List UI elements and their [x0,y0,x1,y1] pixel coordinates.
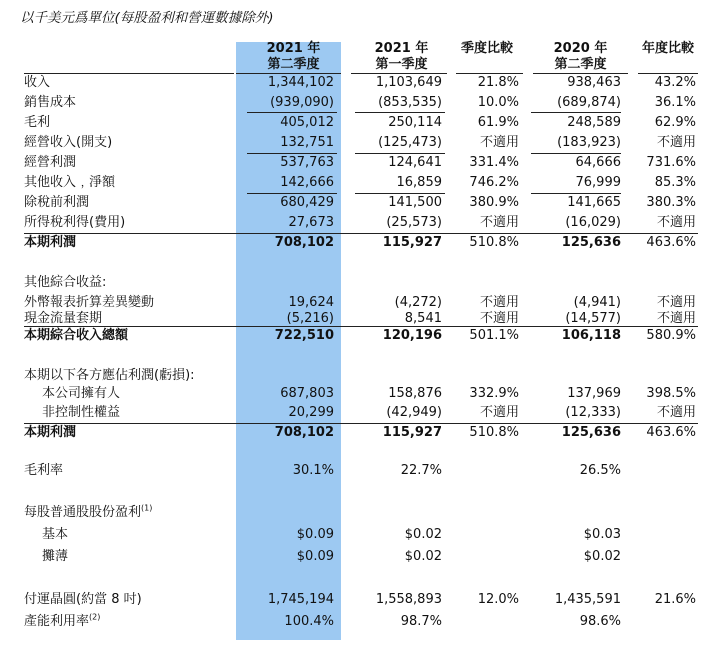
row-label: 非控制性權益 [42,405,121,420]
table-cell: 115,927 [382,425,442,440]
table-cell: 62.9% [654,115,696,130]
rule [24,73,234,74]
table-cell: 510.8% [469,235,519,250]
table-cell: 19,624 [288,295,334,310]
table-cell: 463.6% [646,425,696,440]
table-cell: 142,666 [280,175,334,190]
table-cell: 21.8% [477,75,519,90]
table-cell: 501.1% [469,328,519,343]
table-cell: (16,029) [565,215,621,230]
table-cell: 463.6% [646,235,696,250]
rule [351,73,447,74]
table-cell: 不適用 [656,405,696,420]
row-label: 外幣報表折算差異變動 [24,295,155,310]
table-cell: 537,763 [280,155,334,170]
row-label: 所得稅利得(費用) [24,215,126,230]
table-cell: 不適用 [479,405,519,420]
table-cell: 22.7% [400,463,442,478]
table-cell: 141,500 [388,195,442,210]
table-cell: $0.09 [296,527,334,542]
table-cell: 380.3% [646,195,696,210]
table-cell: 405,012 [280,115,334,130]
rule [638,73,698,74]
row-label: 經營利潤 [24,155,77,170]
table-cell: 不適用 [479,135,519,150]
table-cell: 100.4% [284,614,334,629]
header-2020-q2: 2020 年 第二季度 [553,41,608,72]
table-cell: 125,636 [561,425,621,440]
table-cell: 36.1% [654,95,696,110]
rule [236,73,341,74]
table-cell: $0.02 [583,549,621,564]
table-cell: 1,103,649 [375,75,442,90]
table-cell: 125,636 [561,235,621,250]
table-cell: 61.9% [477,115,519,130]
table-cell: (939,090) [270,95,334,110]
table-cell: 708,102 [274,235,334,250]
table-cell: 12.0% [477,592,519,607]
rule [355,153,445,154]
table-cell: (25,573) [386,215,442,230]
table-cell: 不適用 [479,311,519,326]
table-cell: 722,510 [274,328,334,343]
table-cell: (689,874) [557,95,621,110]
table-cell: 141,665 [567,195,621,210]
table-cell: (183,923) [557,135,621,150]
table-cell: 20,299 [288,405,334,420]
rule [531,112,621,113]
table-cell: (42,949) [386,405,442,420]
row-label: 收入 [24,75,51,90]
rule [355,193,445,194]
table-cell: (4,272) [394,295,442,310]
table-cell: 21.6% [654,592,696,607]
table-cell: 137,969 [567,386,621,401]
table-cell: 76,999 [575,175,621,190]
table-cell: 115,927 [382,235,442,250]
table-cell: $0.02 [404,549,442,564]
rule [456,73,523,74]
row-label: 本期利潤 [24,235,77,250]
table-cell: 132,751 [280,135,334,150]
table-cell: 250,114 [388,115,442,130]
table-cell: 43.2% [654,75,696,90]
table-cell: 687,803 [280,386,334,401]
table-cell: $0.09 [296,549,334,564]
table-cell: (4,941) [573,295,621,310]
table-cell: 731.6% [646,155,696,170]
row-label: 除稅前利潤 [24,195,90,210]
row-label: 付運晶圓(約當 8 吋) [24,592,142,607]
row-label: 本公司擁有人 [42,386,121,401]
footnote-marker: (2) [89,612,101,622]
row-label: 毛利率 [24,463,64,478]
table-cell: 8,541 [404,311,442,326]
table-cell: $0.03 [583,527,621,542]
row-label: 產能利用率$^{(2)}$ [24,612,101,629]
table-cell: 26.5% [579,463,621,478]
rule [247,112,337,113]
table-cell: 85.3% [654,175,696,190]
table-cell: 98.6% [579,614,621,629]
table-cell: (125,473) [378,135,442,150]
row-label: 本期利潤 [24,425,77,440]
table-cell: 1,558,893 [375,592,442,607]
row-label: 每股普通股股份盈利$^{(1)}$ [24,503,153,520]
table-cell: 158,876 [388,386,442,401]
table-cell: 64,666 [575,155,621,170]
table-cell: 10.0% [477,95,519,110]
table-cell: 398.5% [646,386,696,401]
row-label: 其他收入﹐淨額 [24,175,116,190]
table-cell: (853,535) [378,95,442,110]
rule [531,193,621,194]
header-2021-q1: 2021 年 第一季度 [374,41,429,72]
table-cell: $0.02 [404,527,442,542]
footnote-marker: (1) [141,503,153,513]
table-cell: 120,196 [382,328,442,343]
table-cell: 30.1% [292,463,334,478]
table-cell: 580.9% [646,328,696,343]
table-cell: (12,333) [565,405,621,420]
row-label: 其他綜合收益: [24,275,107,290]
table-cell: 746.2% [469,175,519,190]
table-cell: 248,589 [567,115,621,130]
table-cell: 98.7% [400,614,442,629]
rule [24,423,698,424]
table-cell: 1,435,591 [554,592,621,607]
table-cell: 510.8% [469,425,519,440]
table-cell: 不適用 [656,311,696,326]
rule [247,193,337,194]
table-cell: 124,641 [388,155,442,170]
table-cell: (5,216) [286,311,334,326]
rule [247,153,337,154]
table-caption: 以千美元爲單位(每股盈利和營運數據除外) [20,10,274,26]
row-label: 攤薄 [42,549,69,564]
table-cell: (14,577) [565,311,621,326]
table-cell: 不適用 [479,295,519,310]
table-cell: 不適用 [479,215,519,230]
table-cell: 不適用 [656,135,696,150]
table-cell: 106,118 [561,328,621,343]
rule [355,112,445,113]
table-cell: 16,859 [396,175,442,190]
table-cell: 708,102 [274,425,334,440]
header-yoy: 年度比較 [641,41,694,56]
rule [531,153,621,154]
table-cell: 380.9% [469,195,519,210]
row-label: 本期以下各方應佔利潤(虧損): [24,368,195,383]
table-cell: 938,463 [567,75,621,90]
table-cell: 1,745,194 [267,592,334,607]
rule [533,73,628,74]
row-label: 毛利 [24,115,51,130]
table-cell: 1,344,102 [267,75,334,90]
header-qoq: 季度比較 [460,41,513,56]
table-cell: 332.9% [469,386,519,401]
row-label: 經營收入(開支) [24,135,113,150]
row-label: 基本 [42,527,69,542]
row-label: 本期綜合收入總額 [24,328,129,343]
table-cell: 27,673 [288,215,334,230]
rule [24,233,698,234]
header-2021-q2: 2021 年 第二季度 [266,41,321,72]
table-cell: 不適用 [656,215,696,230]
table-cell: 不適用 [656,295,696,310]
table-cell: 680,429 [280,195,334,210]
row-label: 現金流量套期 [24,311,103,326]
table-cell: 331.4% [469,155,519,170]
row-label: 銷售成本 [24,95,77,110]
